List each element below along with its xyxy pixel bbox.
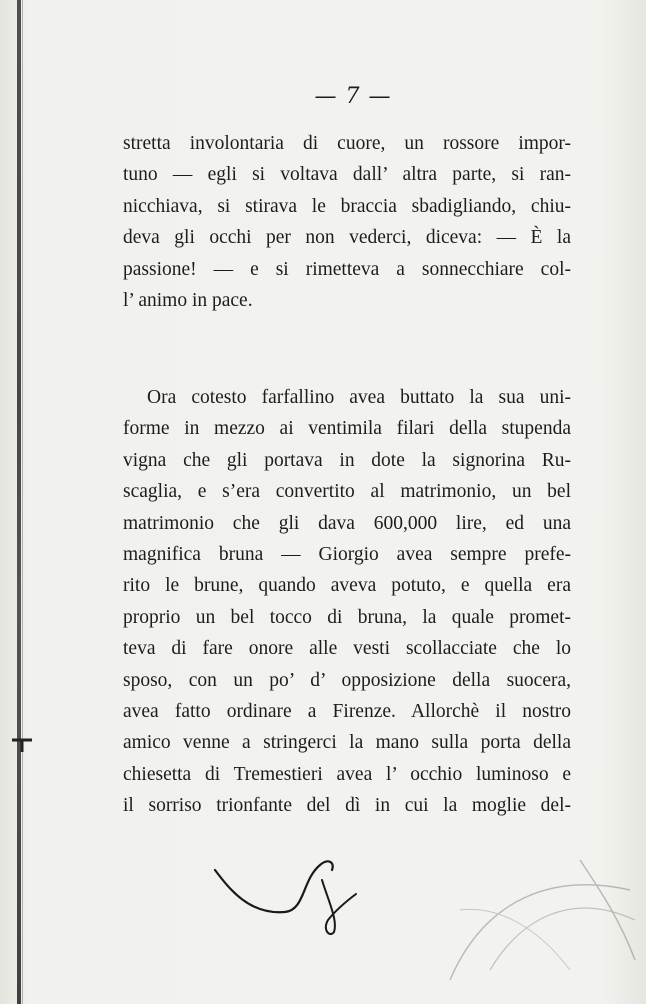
text-line: teva di fare onore alle vesti scollacciate che lo — [123, 638, 571, 660]
text-line: magnifica bruna — Giorgio avea sempre prefe- — [123, 544, 571, 566]
text-line: nicchiava, si stirava le braccia sbadigliando, chiu- — [123, 195, 571, 217]
binding-edge-shadow — [22, 0, 23, 1004]
text-line: sposo, con un po’ d’ opposizione della suocera, — [123, 669, 571, 691]
paragraph-1 — [123, 128, 571, 316]
text-line: deva gli occhi per non vederci, diceva: — È la — [123, 227, 571, 249]
text-line: proprio un bel tocco di bruna, la quale promet- — [123, 606, 571, 628]
text-line: l’ animo in pace. — [123, 290, 253, 312]
text-line: tuno — egli si voltava dall’ altra parte, si ran- — [123, 164, 571, 186]
paragraph-2 — [123, 382, 571, 822]
page-number: — 7 — — [314, 84, 392, 109]
text-line: passione! — e si rimetteva a sonnecchiare col- — [123, 258, 571, 280]
text-line: stretta involontaria di cuore, un rossore impor- — [123, 133, 571, 154]
binding-mark-icon — [10, 730, 34, 754]
text-line: vigna che gli portava in dote la signorina Ru- — [123, 449, 571, 471]
text-line: il sorriso trionfante del dì in cui la moglie del- — [123, 795, 571, 817]
text-line: chiesetta di Tremestieri avea l’ occhio luminoso e — [123, 763, 571, 785]
faded-stamp — [430, 850, 640, 990]
text-line: matrimonio che gli dava 600,000 lire, ed una — [123, 512, 571, 534]
handwritten-signature — [210, 850, 370, 940]
text-line: amico venne a stringerci la mano sulla porta della — [123, 732, 571, 754]
text-line: avea fatto ordinare a Firenze. Allorchè il nostro — [123, 701, 571, 723]
text-line: rito le brune, quando aveva potuto, e quella era — [123, 575, 571, 597]
text-line: scaglia, e s’era convertito al matrimonio, un bel — [123, 481, 571, 503]
binding-edge — [17, 0, 21, 1004]
text-line: forme in mezzo ai ventimila filari della stupenda — [123, 418, 571, 440]
text-line: Ora cotesto farfallino avea buttato la sua uni- — [147, 387, 571, 408]
